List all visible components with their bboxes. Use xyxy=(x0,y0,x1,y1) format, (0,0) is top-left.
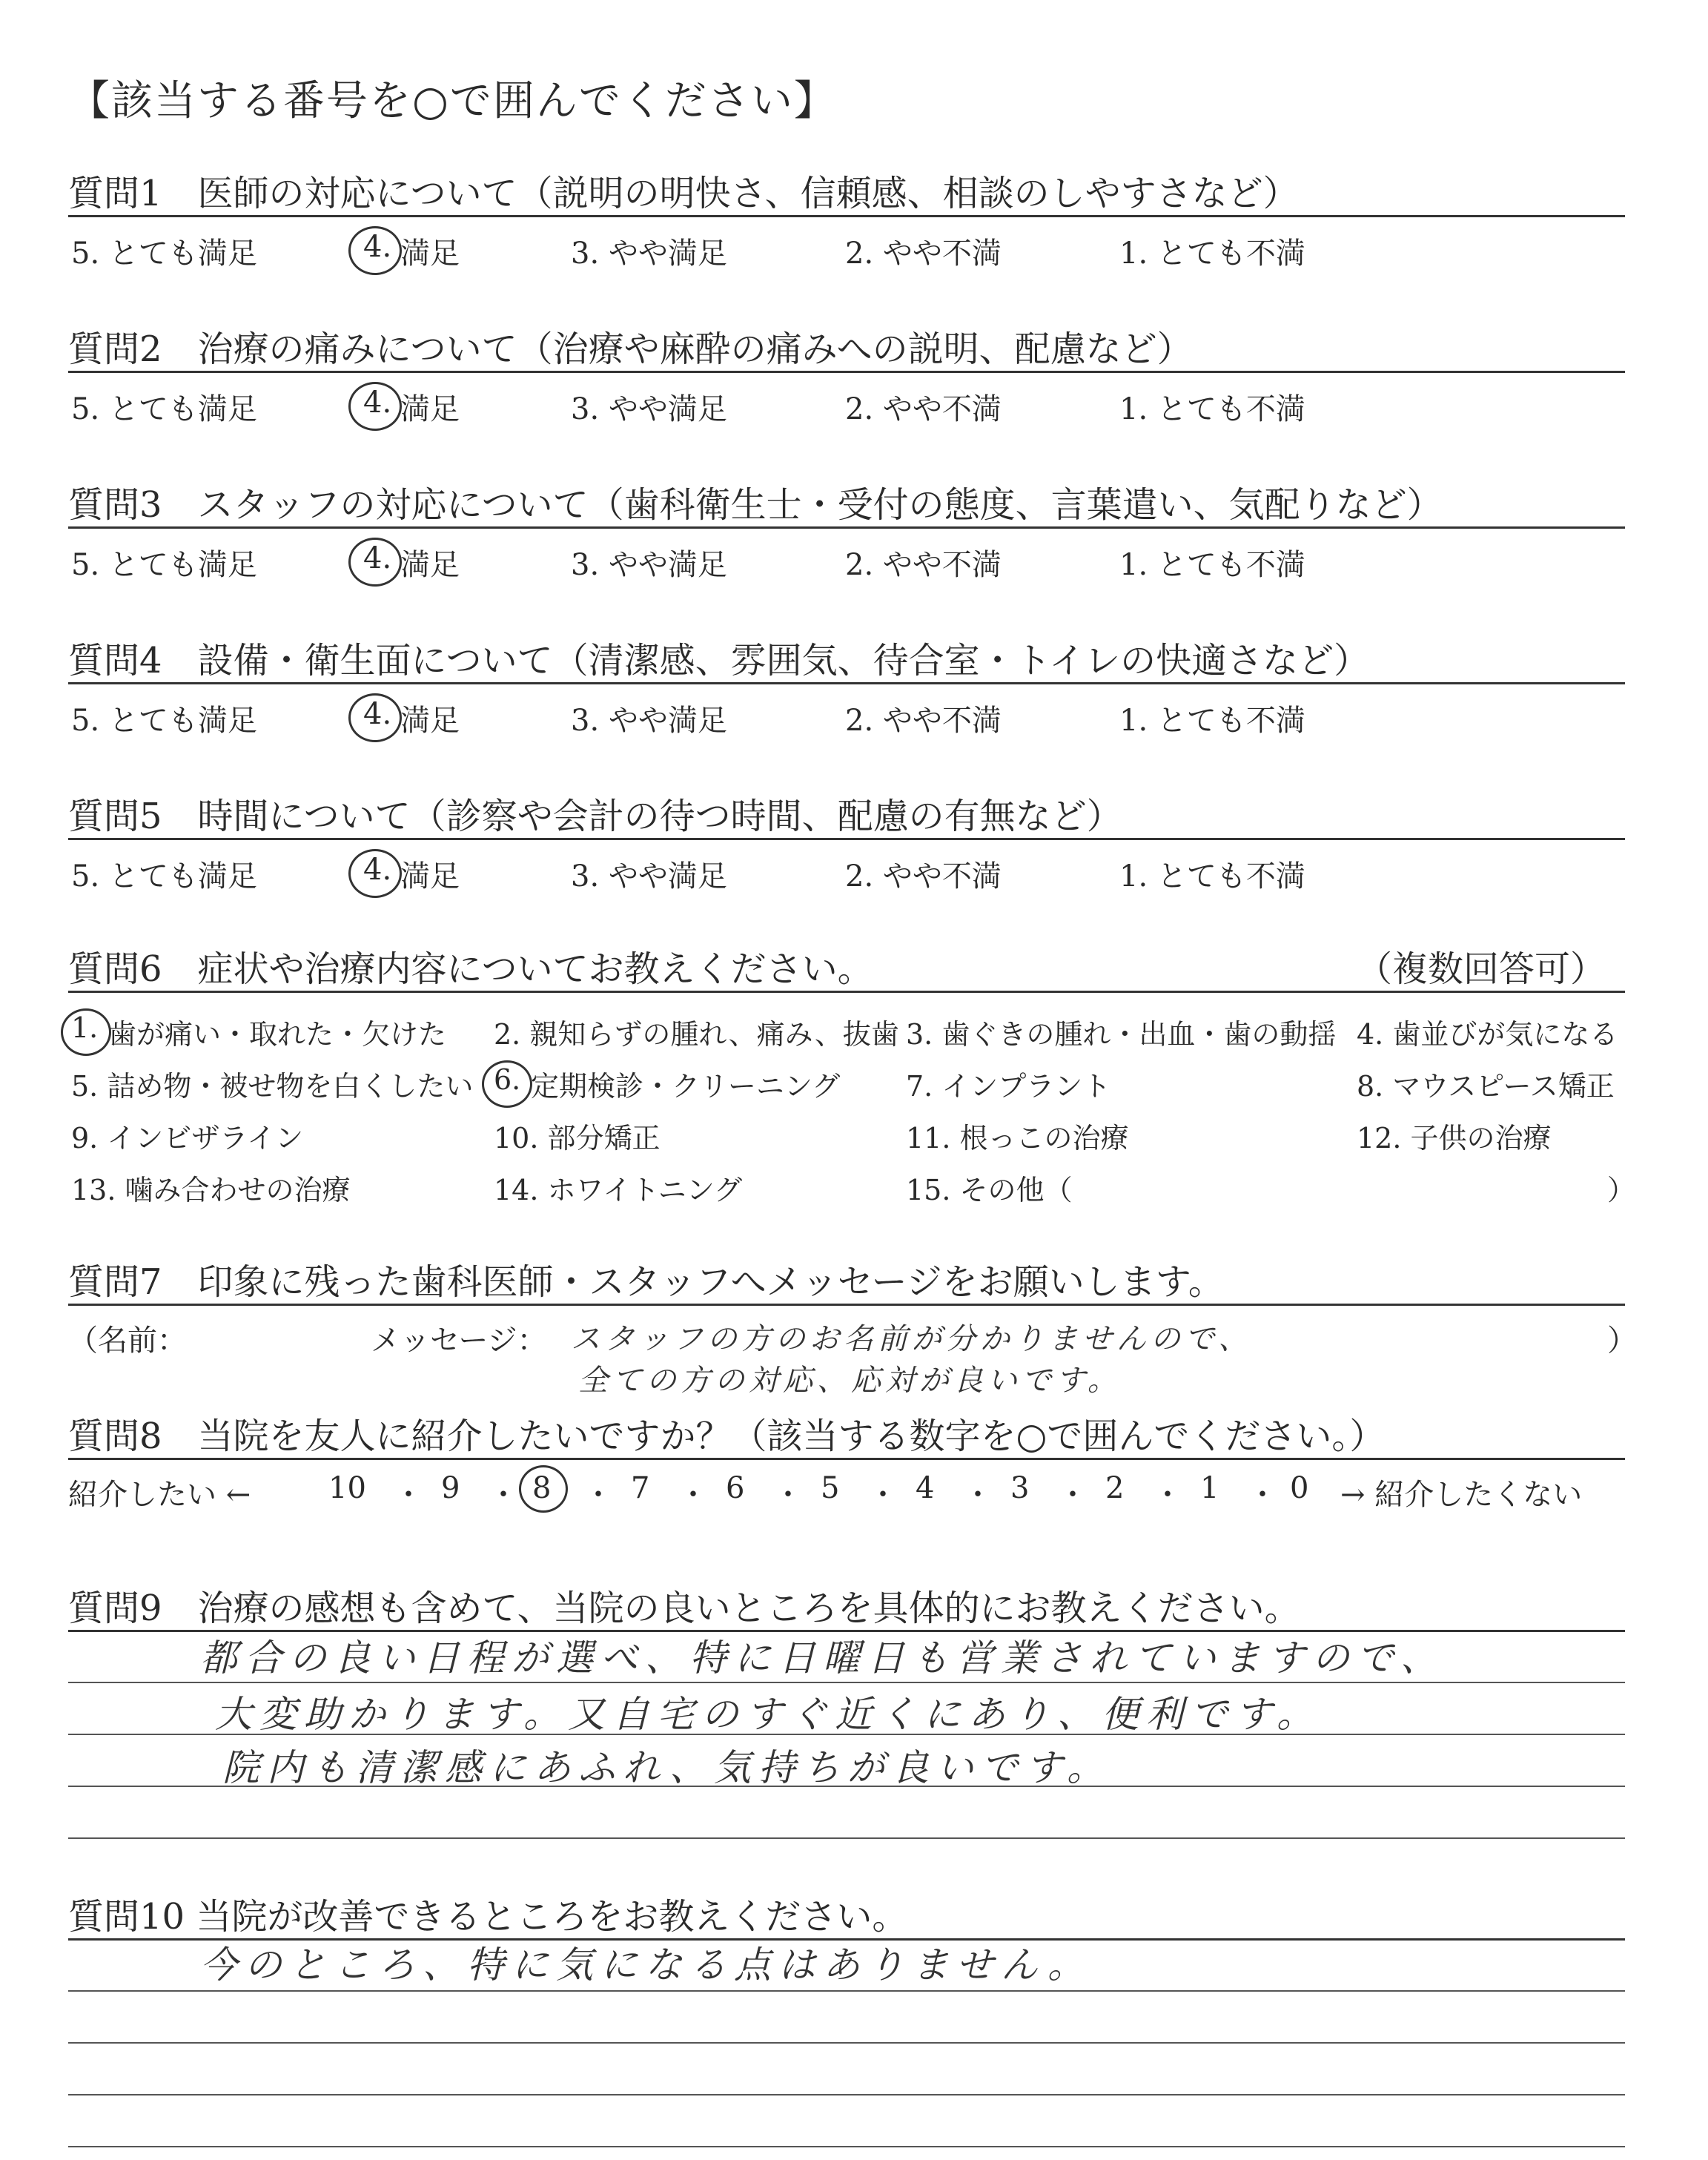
question-3-rule xyxy=(68,526,1625,529)
question-6-rule xyxy=(68,991,1625,993)
option-somewhat-dissatisfied[interactable]: 2. やや不満 xyxy=(845,859,1002,894)
question-1-rule xyxy=(68,215,1625,217)
score-separator: ・ xyxy=(773,1478,803,1512)
option-somewhat-dissatisfied[interactable]: 2. やや不満 xyxy=(845,704,1002,738)
option-very-satisfied[interactable]: 5. とても満足 xyxy=(71,859,257,894)
option-wisdom-tooth[interactable]: 2. 親知らずの腫れ、痛み、抜歯 xyxy=(494,1018,899,1051)
question-1-title: 質問1 医師の対応について（説明の明快さ、信頼感、相談のしやすさなど） xyxy=(68,173,1299,214)
option-satisfied[interactable]: 満足 xyxy=(400,392,460,426)
option-very-satisfied[interactable]: 5. とても満足 xyxy=(71,392,257,426)
score-separator: ・ xyxy=(868,1478,898,1512)
option-root-canal[interactable]: 11. 根っこの治療 xyxy=(906,1122,1129,1155)
option-satisfied[interactable]: 満足 xyxy=(400,859,460,894)
score-7[interactable]: 7 xyxy=(631,1471,650,1505)
option-tooth-whitening[interactable]: 14. ホワイトニング xyxy=(494,1174,743,1206)
option-mouthpiece[interactable]: 8. マウスピース矯正 xyxy=(1357,1070,1615,1103)
option-implant[interactable]: 7. インプラント xyxy=(906,1070,1111,1103)
question-6-title: 質問6 症状や治療内容についてお教えください。 xyxy=(68,948,873,990)
option-satisfied-number[interactable]: 4. xyxy=(363,386,392,420)
score-9[interactable]: 9 xyxy=(441,1471,460,1505)
score-separator: ・ xyxy=(1153,1478,1182,1512)
option-satisfied-number[interactable]: 4. xyxy=(363,230,392,264)
option-whitening-fillings[interactable]: 5. 詰め物・被せ物を白くしたい xyxy=(71,1070,474,1103)
question-8-title: 質問8 当院を友人に紹介したいですか？（該当する数字を○で囲んでください。） xyxy=(68,1416,1386,1457)
question-9-title: 質問9 治療の感想も含めて、当院の良いところを具体的にお教えください。 xyxy=(68,1588,1300,1629)
question-2-title: 質問2 治療の痛みについて（治療や麻酔の痛みへの説明、配慮など） xyxy=(68,328,1193,370)
option-partial-ortho[interactable]: 10. 部分矯正 xyxy=(494,1122,661,1155)
score-10[interactable]: 10 xyxy=(328,1471,366,1505)
option-somewhat-satisfied[interactable]: 3. やや満足 xyxy=(571,704,727,738)
question-4-title: 質問4 設備・衛生面について（清潔感、雰囲気、待合室・トイレの快適さなど） xyxy=(68,640,1370,681)
option-bite[interactable]: 13. 噛み合わせの治療 xyxy=(71,1174,351,1206)
option-very-dissatisfied[interactable]: 1. とても不満 xyxy=(1119,392,1305,426)
option-invisalign[interactable]: 9. インビザライン xyxy=(71,1122,304,1155)
option-very-satisfied[interactable]: 5. とても満足 xyxy=(71,704,257,738)
answer-line xyxy=(68,1682,1625,1683)
selected-circle xyxy=(348,849,402,898)
selected-circle xyxy=(348,226,402,275)
question-10-title: 質問10 当院が改善できるところをお教えください。 xyxy=(68,1896,908,1938)
option-very-dissatisfied[interactable]: 1. とても不満 xyxy=(1119,548,1305,582)
question-7-title: 質問7 印象に残った歯科医師・スタッフへメッセージをお願いします。 xyxy=(68,1261,1224,1303)
option-other-close: ） xyxy=(1607,1174,1636,1206)
score-separator: ・ xyxy=(489,1478,518,1512)
improvement-text: 今のところ、特に気になる点はありません。 xyxy=(200,1943,1092,1986)
name-label: （名前： xyxy=(68,1324,187,1358)
option-very-dissatisfied[interactable]: 1. とても不満 xyxy=(1119,237,1305,271)
option-somewhat-satisfied[interactable]: 3. やや満足 xyxy=(571,237,727,271)
option-toothache[interactable]: 歯が痛い・取れた・欠けた xyxy=(108,1018,447,1051)
option-satisfied-number[interactable]: 4. xyxy=(363,541,392,575)
selected-circle xyxy=(348,693,402,742)
message-text-line1: スタッフの方のお名前が分かりませんので、 xyxy=(571,1322,1253,1356)
answer-text-line2: 大変助かります。又自宅のすぐ近くにあり、便利です。 xyxy=(215,1693,1321,1736)
option-satisfied[interactable]: 満足 xyxy=(400,548,460,582)
answer-line xyxy=(68,1990,1625,1992)
answer-text-line3: 院内も清潔感にあふれ、気持ちが良いです。 xyxy=(222,1746,1111,1789)
score-4[interactable]: 4 xyxy=(916,1471,935,1505)
question-4-rule xyxy=(68,682,1625,684)
score-separator: ・ xyxy=(963,1478,993,1512)
answer-line xyxy=(68,2042,1625,2044)
option-satisfied[interactable]: 満足 xyxy=(400,237,460,271)
answer-text-line1: 都合の良い日程が選べ、特に日曜日も営業されていますので、 xyxy=(200,1636,1445,1680)
option-somewhat-satisfied[interactable]: 3. やや満足 xyxy=(571,548,727,582)
option-somewhat-dissatisfied[interactable]: 2. やや不満 xyxy=(845,548,1002,582)
option-somewhat-dissatisfied[interactable]: 2. やや不満 xyxy=(845,392,1002,426)
score-8[interactable]: 8 xyxy=(532,1471,552,1505)
message-text-line2: 全ての方の対応、応対が良いです。 xyxy=(578,1364,1122,1398)
question-6-note: （複数回答可） xyxy=(1357,948,1606,990)
option-gum-swelling[interactable]: 3. 歯ぐきの腫れ・出血・歯の動揺 xyxy=(906,1018,1337,1051)
option-satisfied[interactable]: 満足 xyxy=(400,704,460,738)
score-5[interactable]: 5 xyxy=(821,1471,840,1505)
message-close: ） xyxy=(1607,1324,1637,1358)
option-somewhat-satisfied[interactable]: 3. やや満足 xyxy=(571,859,727,894)
option-satisfied-number[interactable]: 4. xyxy=(363,697,392,731)
score-separator: ・ xyxy=(394,1478,423,1512)
question-2-rule xyxy=(68,371,1625,373)
message-label: メッセージ： xyxy=(371,1324,547,1358)
option-somewhat-dissatisfied[interactable]: 2. やや不満 xyxy=(845,237,1002,271)
question-5-title: 質問5 時間について（診察や会計の待つ時間、配慮の有無など） xyxy=(68,796,1122,837)
option-satisfied-number[interactable]: 4. xyxy=(363,853,392,887)
score-1[interactable]: 1 xyxy=(1200,1471,1219,1505)
option-toothache-number[interactable]: 1. xyxy=(71,1011,99,1044)
score-separator: ・ xyxy=(1248,1478,1277,1512)
selected-circle xyxy=(348,538,402,587)
score-2[interactable]: 2 xyxy=(1105,1471,1125,1505)
form-heading: 【該当する番号を○で囲んでください】 xyxy=(68,77,837,125)
option-very-dissatisfied[interactable]: 1. とても不満 xyxy=(1119,704,1305,738)
option-other[interactable]: 15. その他（ xyxy=(906,1174,1073,1206)
question-5-rule xyxy=(68,838,1625,840)
option-alignment[interactable]: 4. 歯並びが気になる xyxy=(1357,1018,1618,1051)
option-very-satisfied[interactable]: 5. とても満足 xyxy=(71,548,257,582)
option-pediatric[interactable]: 12. 子供の治療 xyxy=(1357,1122,1552,1155)
score-0[interactable]: 0 xyxy=(1290,1471,1309,1505)
option-somewhat-satisfied[interactable]: 3. やや満足 xyxy=(571,392,727,426)
score-separator: ・ xyxy=(678,1478,708,1512)
score-separator: ・ xyxy=(1058,1478,1088,1512)
option-checkup[interactable]: 定期検診・クリーニング xyxy=(531,1070,841,1103)
answer-line xyxy=(68,1837,1625,1839)
score-3[interactable]: 3 xyxy=(1010,1471,1030,1505)
score-separator: ・ xyxy=(583,1478,613,1512)
question-8-rule xyxy=(68,1458,1625,1460)
score-6[interactable]: 6 xyxy=(726,1471,745,1505)
question-3-title: 質問3 スタッフの対応について（歯科衛生士・受付の態度、言葉遣い、気配りなど） xyxy=(68,484,1443,526)
selected-circle xyxy=(348,382,402,431)
recommend-left-label: 紹介したい ← xyxy=(68,1478,251,1512)
option-very-dissatisfied[interactable]: 1. とても不満 xyxy=(1119,859,1305,894)
question-7-rule xyxy=(68,1304,1625,1306)
recommend-right-label: → 紹介したくない xyxy=(1340,1478,1583,1512)
option-checkup-number[interactable]: 6. xyxy=(494,1063,521,1096)
answer-line xyxy=(68,2146,1625,2147)
answer-line xyxy=(68,2094,1625,2095)
option-very-satisfied[interactable]: 5. とても満足 xyxy=(71,237,257,271)
